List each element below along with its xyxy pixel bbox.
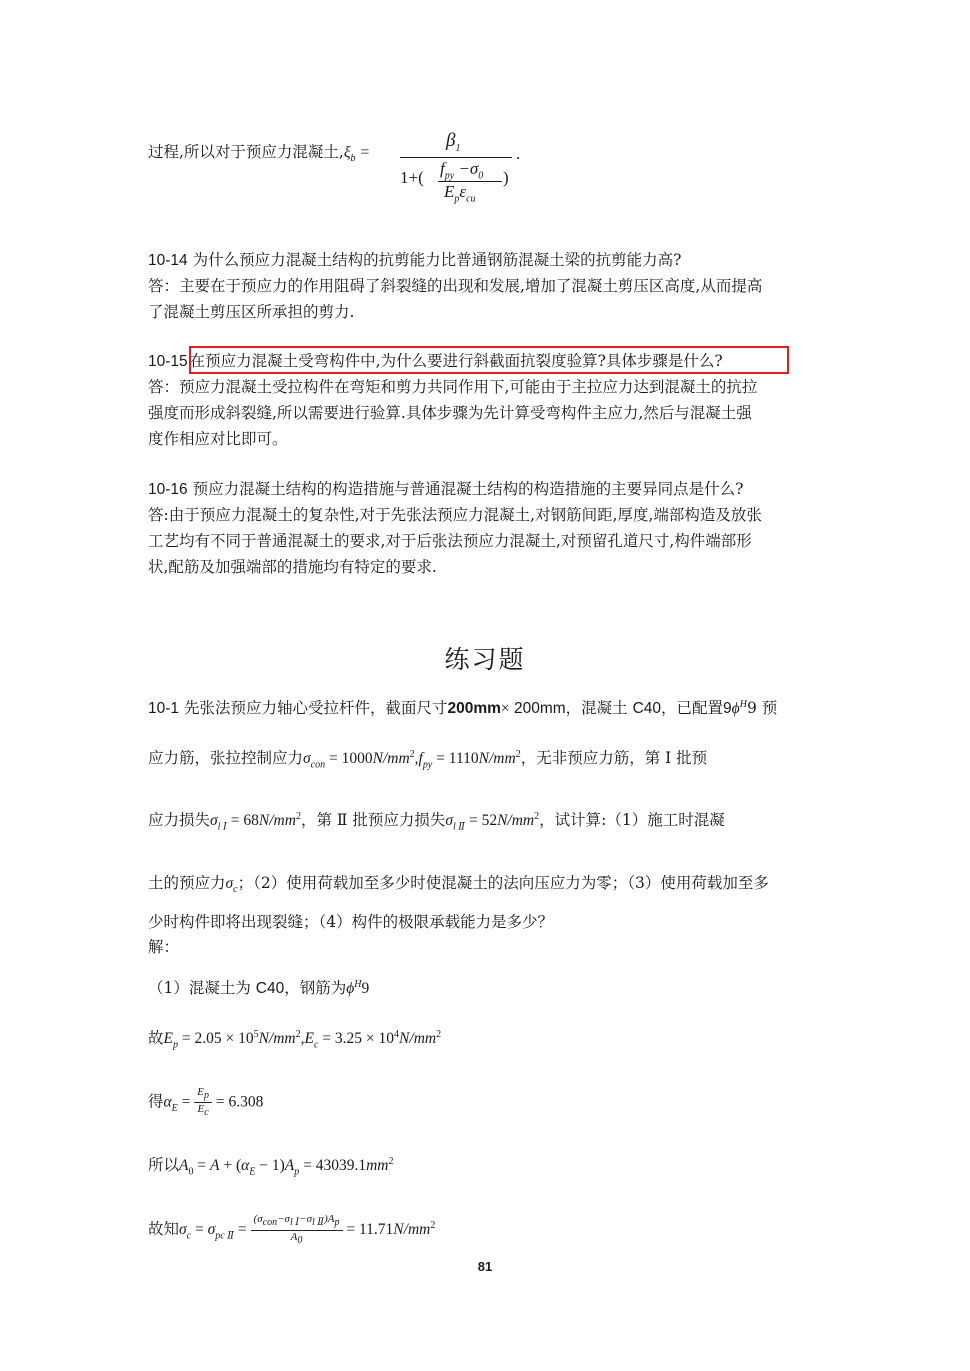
step4-i: = 43039.1 xyxy=(299,1157,367,1175)
step2-ep: E xyxy=(163,1030,173,1048)
ex1-l1-g: ，已配置 xyxy=(661,699,724,718)
step2-unit: N/mm xyxy=(258,1030,296,1048)
step5-num-a: (σ xyxy=(253,1213,263,1226)
step4-unit-sup: 2 xyxy=(388,1156,394,1167)
q16-answer-1: 答:由于预应力混凝土的复杂性,对于先张法预应力混凝土,对钢筋间距,厚度,端部构造及放张 xyxy=(148,506,762,524)
ex1-l3-unit2-sup: 2 xyxy=(534,811,540,822)
step4-alpha: α xyxy=(241,1157,250,1175)
step3-den: E xyxy=(197,1103,205,1116)
step2-ec: E xyxy=(304,1030,314,1048)
step4-c: = xyxy=(193,1157,210,1175)
ex1-l2-c: = 1000 xyxy=(325,750,373,768)
e-p-sub: p xyxy=(454,193,460,205)
ex1-l1-a: 先张法预应力轴心受拉杆件，截面尺寸 xyxy=(179,699,448,718)
sigma-con: σ xyxy=(303,750,311,768)
ex1-line-1 xyxy=(148,695,828,719)
step-1 xyxy=(148,975,828,999)
step2-unit2-sup: 2 xyxy=(436,1029,442,1040)
ex1-l4-a: 土的预应力 xyxy=(148,874,226,892)
step3-d: = 6.308 xyxy=(212,1093,264,1111)
beta-symbol: β xyxy=(446,130,456,151)
step5-num-sub4: p xyxy=(334,1217,340,1229)
step-3 xyxy=(148,1086,828,1121)
ex1-l2-i: ，无非预应力筋，第 Ⅰ 批预 xyxy=(520,749,708,768)
epsilon-sub: cu xyxy=(466,193,476,205)
step-4 xyxy=(148,1152,828,1182)
step4-d: A xyxy=(209,1157,220,1175)
ex1-l1-d: 200mm xyxy=(509,700,566,718)
ex1-l2-unit-sup: 2 xyxy=(409,749,415,760)
ex1-l3-unit-sup: 2 xyxy=(295,811,301,822)
ex1-l1-b: 200mm xyxy=(447,700,501,718)
step4-unit: mm xyxy=(366,1157,389,1175)
sigma-l2: σ xyxy=(445,812,453,830)
ex1-line-3 xyxy=(148,807,828,837)
step4-g: − 1) xyxy=(255,1157,285,1175)
q14-text: 为什么预应力混凝土结构的抗剪能力比普通钢筋混凝土梁的抗剪能力高? xyxy=(187,251,682,269)
ex1-l2-a: 应力筋，张拉控制应力 xyxy=(148,749,304,768)
q16-answer-2: 工艺均有不同于普通混凝土的要求,对于后张法预应力混凝土,对预留孔道尺寸,构件端部形 xyxy=(148,532,752,550)
ex1-l2-unit: N/mm xyxy=(372,750,410,768)
ex1-l4-c: ；（2）使用荷载加至多少时使混凝土的法向压应力为零；（3）使用荷载加至多 xyxy=(237,874,769,892)
formula-end: . xyxy=(516,144,521,163)
q14-answer-1: 答：主要在于预应力的作用阻碍了斜裂缝的出现和发展,增加了混凝土剪压区高度,从而提高 xyxy=(148,277,763,295)
step-5 xyxy=(148,1208,828,1254)
step5-num-sub2: l Ⅰ xyxy=(289,1217,300,1229)
ex1-number: 10-1 xyxy=(148,700,180,718)
q15-text: 在预应力混凝土受弯构件中,为什么要进行斜截面抗裂度验算?具体步骤是什么? xyxy=(189,352,723,370)
phi-symbol: ϕ xyxy=(731,700,740,718)
q14-number: 10-14 xyxy=(148,252,188,269)
step5-sigma-c-sub: c xyxy=(186,1230,192,1242)
step5-num-sub3: l Ⅱ xyxy=(312,1217,325,1229)
step1-f: 9 xyxy=(361,980,370,998)
ex1-l1-c: × xyxy=(500,700,510,718)
step3-alpha-sub: E xyxy=(171,1102,178,1114)
step2-a: 故 xyxy=(148,1029,164,1048)
step5-unit: N/mm xyxy=(393,1221,431,1239)
ex1-l2-unit2-sup: 2 xyxy=(515,749,521,760)
step5-a: 故知 xyxy=(148,1220,180,1239)
sigma-l2-sub: l Ⅱ xyxy=(453,821,466,833)
q14-question xyxy=(148,250,828,271)
step2-g-sup: 4 xyxy=(394,1029,400,1040)
step1-c: ，钢筋为 xyxy=(284,979,347,998)
xi-symbol: ξ xyxy=(343,144,351,161)
step5-sigma-pc: σ xyxy=(207,1221,216,1239)
step2-ec-sub: c xyxy=(313,1039,319,1051)
ex1-line-2 xyxy=(148,745,828,775)
ex1-line-4 xyxy=(148,873,828,900)
ex1-l3-e: ，第 Ⅱ 批预应力损失 xyxy=(300,811,446,830)
sigma-l1: σ xyxy=(210,812,218,830)
sigma-con-sub: con xyxy=(310,759,326,771)
intro-line xyxy=(148,142,828,169)
step2-c-sup: 5 xyxy=(253,1029,259,1040)
beta-sub: 1 xyxy=(455,142,461,154)
highlight-box xyxy=(189,346,789,374)
xi-sub: b xyxy=(350,153,356,165)
q15-answer-3: 度作相应对比即可。 xyxy=(148,430,288,448)
intro-equals: = xyxy=(360,144,370,161)
step1-a: （1）混凝土为 xyxy=(148,979,256,998)
step4-alpha-sub: E xyxy=(249,1166,256,1178)
step4-a0-sub: 0 xyxy=(188,1166,194,1178)
step1-b: C40 xyxy=(255,980,285,998)
step2-e: , xyxy=(300,1030,305,1048)
step5-fraction xyxy=(251,1213,343,1246)
sigma-l1-sub: l Ⅰ xyxy=(217,821,227,833)
q16-question xyxy=(148,479,828,500)
step5-sigma-c: σ xyxy=(179,1221,187,1239)
step3-num-sub: p xyxy=(204,1090,209,1102)
f-py-symbol: f xyxy=(418,750,423,768)
q16-answer-3: 状,配筋及加强端部的措施均有特定的要求. xyxy=(148,558,437,576)
e-p: E xyxy=(444,182,455,201)
step2-ep-sub: p xyxy=(172,1039,178,1051)
intro-text: 过程,所以对于预应力混凝土, xyxy=(148,143,344,161)
ex1-l2-e: , xyxy=(414,750,419,768)
ex1-line-5: 少时构件即将出现裂缝；（4）构件的极限承载能力是多少？ xyxy=(148,913,554,931)
f-py: f xyxy=(440,159,445,178)
ex1-l3-i: ，试计算:（1）施工时混凝 xyxy=(539,811,725,830)
step1-phi: ϕ xyxy=(346,980,355,998)
step5-num-sub1: con xyxy=(262,1217,278,1229)
ex1-l3-unit: N/mm xyxy=(258,812,296,830)
step4-ap-sub: p xyxy=(294,1166,300,1178)
q16-number: 10-16 xyxy=(148,481,188,498)
step5-num-m2: −σ xyxy=(299,1213,313,1226)
step5-den: A xyxy=(290,1230,298,1243)
main-fraction-bar xyxy=(400,157,512,158)
minus-sigma: −σ xyxy=(454,159,479,178)
q15-answer-2: 强度而形成斜裂缝,所以需要进行验算.具体步骤为先计算受弯构件主应力,然后与混凝土强 xyxy=(148,404,752,422)
step5-c: = xyxy=(191,1221,208,1239)
epsilon: ε xyxy=(459,182,467,201)
step4-a: 所以 xyxy=(148,1156,180,1175)
step-2 xyxy=(148,1025,828,1055)
ex1-l3-unit2: N/mm xyxy=(497,812,535,830)
f-py-sub: py xyxy=(444,170,455,182)
ex1-l2-g: = 1110 xyxy=(432,750,479,768)
step5-e: = xyxy=(234,1221,251,1239)
step5-num-m1: −σ xyxy=(277,1213,290,1226)
ex1-l1-f: C40 xyxy=(632,700,662,718)
ex1-l1-k: 9 预 xyxy=(746,699,778,718)
step4-e: + ( xyxy=(219,1157,242,1175)
sigma-c-sub: c xyxy=(233,884,238,896)
den-suffix: ) xyxy=(503,168,509,187)
step5-den-sub: 0 xyxy=(297,1234,303,1246)
step5-num-end: )A xyxy=(324,1213,335,1226)
step5-unit-sup: 2 xyxy=(430,1220,436,1231)
step2-c: = 2.05 × 10 xyxy=(177,1030,254,1048)
step4-ap: A xyxy=(284,1157,295,1175)
step2-unit2: N/mm xyxy=(399,1030,437,1048)
q14-answer-2: 了混凝土剪压区所承担的剪力. xyxy=(148,303,355,321)
step3-a: 得 xyxy=(148,1092,164,1111)
section-title: 练习题 xyxy=(444,645,526,674)
step3-num: E xyxy=(197,1086,204,1098)
ex1-l3-g: = 52 xyxy=(465,812,498,830)
step3-den-sub: c xyxy=(204,1107,209,1119)
sigma-c: σ xyxy=(225,875,234,892)
f-py-symbol-sub: py xyxy=(422,759,433,771)
step3-fraction xyxy=(194,1086,212,1119)
ex1-solution-label: 解： xyxy=(148,938,180,956)
step3-alpha: α xyxy=(163,1093,172,1111)
step5-f: = 11.71 xyxy=(342,1221,394,1239)
den-prefix: 1+( xyxy=(400,168,424,187)
ex1-l3-a: 应力损失 xyxy=(148,811,211,830)
step1-phi-sup: H xyxy=(354,979,362,990)
sigma0-sub: 0 xyxy=(478,170,484,182)
phi-sup: H xyxy=(739,699,747,710)
q15-number: 10-15 xyxy=(148,353,188,370)
step2-g: = 3.25 × 10 xyxy=(318,1030,395,1048)
step3-c: = xyxy=(177,1093,195,1111)
page-number: 81 xyxy=(477,1259,493,1274)
ex1-l3-c: = 68 xyxy=(226,812,259,830)
ex1-l1-e: ，混凝土 xyxy=(565,699,633,718)
step2-unit-sup: 2 xyxy=(295,1029,301,1040)
step4-a0: A xyxy=(179,1157,189,1175)
q16-text: 预应力混凝土结构的构造措施与普通混凝土结构的构造措施的主要异同点是什么? xyxy=(187,480,744,498)
ex1-l2-unit2: N/mm xyxy=(478,750,516,768)
q15-answer-1: 答：预应力混凝土受拉构件在弯矩和剪力共同作用下,可能由于主拉应力达到混凝土的抗拉 xyxy=(148,378,758,396)
step5-sigma-pc-sub: pc Ⅱ xyxy=(215,1230,235,1242)
ex1-l1-h: 9 xyxy=(723,700,732,718)
